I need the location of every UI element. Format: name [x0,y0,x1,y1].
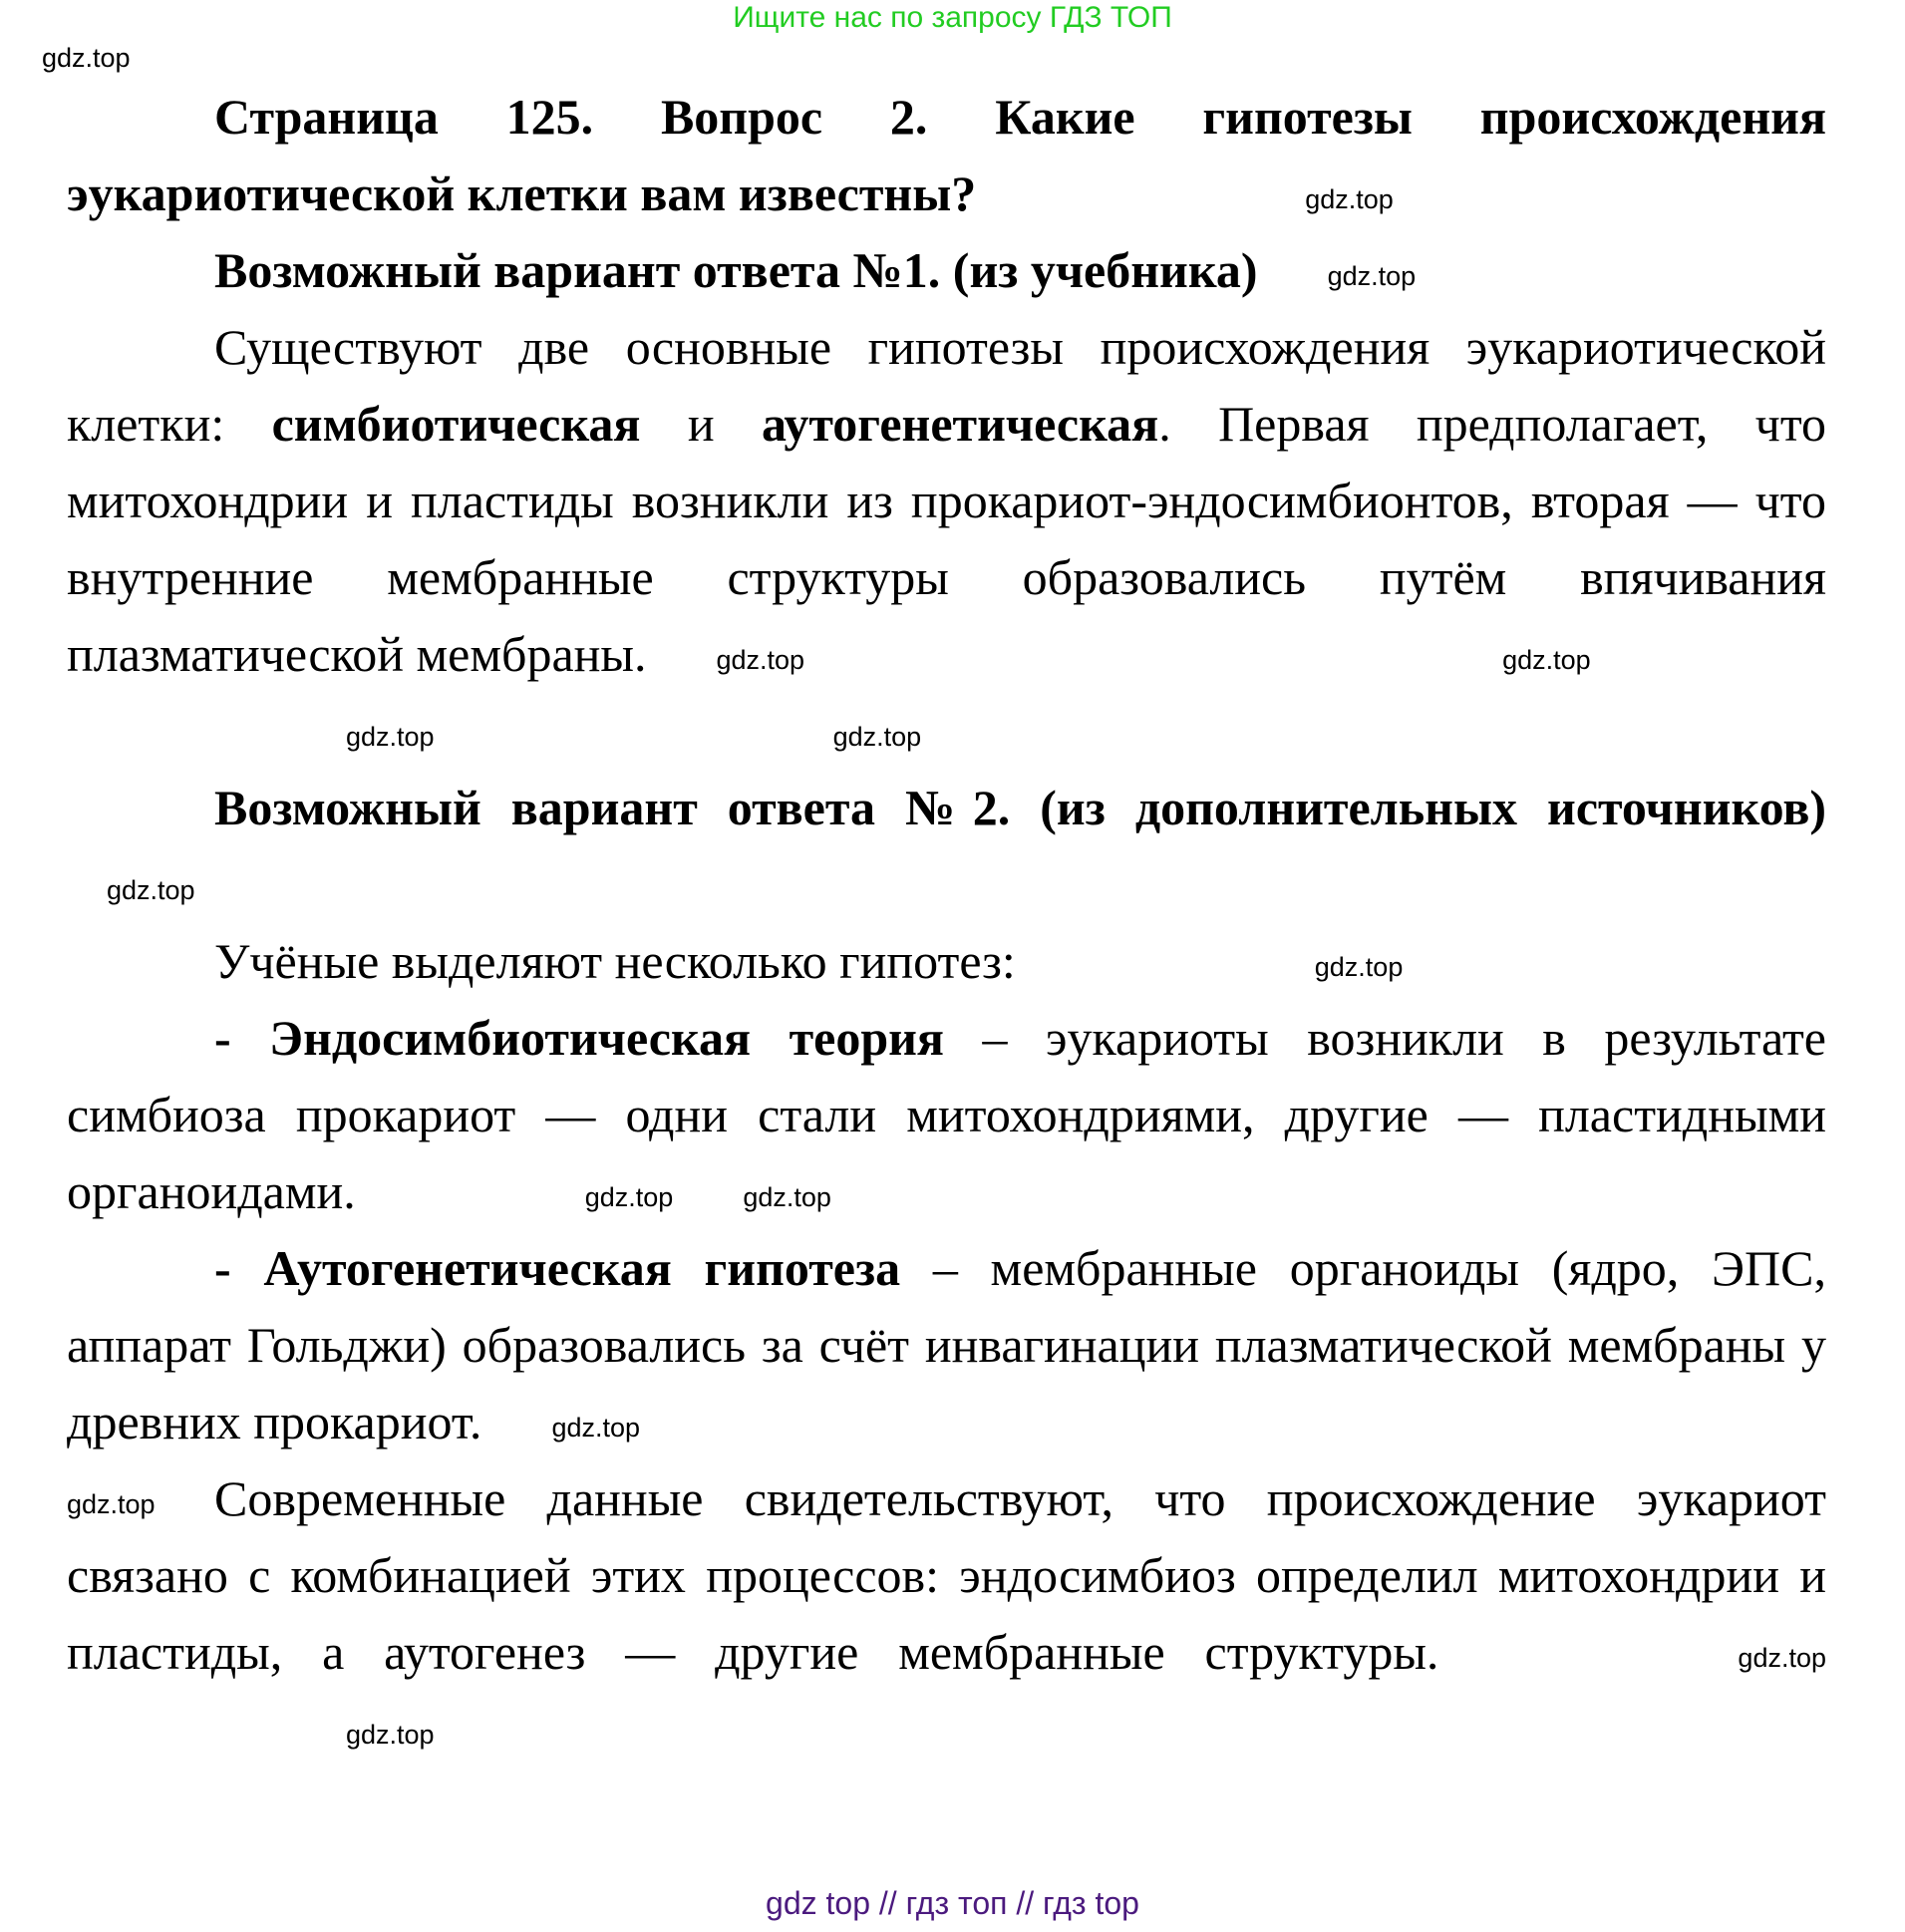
watermark: gdz.top [832,721,922,752]
answer1-paragraph [67,309,1826,693]
watermark: gdz.top [1327,260,1417,291]
footer-links: gdz top // гдз топ // гдз top [766,1885,1139,1921]
watermark: gdz.top [107,874,195,905]
answer1-text: . Первая предполагает, что митохондрии и пластиды возникли из прокариот-эндосимбионтов, вторая — что внутренние мембранные структуры образовались путём впячивания плазматической мембраны. [67,396,1827,682]
answer1-text: Существуют две основные гипотезы происхождения эукариотической клетки: [67,319,1826,452]
question-title-text: Страница 125. Вопрос 2. Какие гипотезы происхождения эукариотической клетки вам известны? [67,89,1826,221]
search-banner: Ищите нас по запросу ГДЗ ТОП [733,1,1172,34]
document-body [67,79,1826,1768]
watermark: gdz.top [42,43,131,73]
watermark: gdz.top [346,721,435,752]
conclusion-text: Современные данные свидетельствуют, что происхождение эукариот связано с комбинацией этих процессов: эндосимбиоз определил митохондрии и пластиды, а аутогенез — другие мембранные структуры. [67,1470,1826,1680]
watermark: gdz.top [1305,183,1394,214]
answer2-heading [67,770,1826,923]
answer2-intro [67,923,1826,1000]
answer1-text: и [640,396,762,452]
question-title [67,79,1826,232]
answer2-intro-text: Учёные выделяют несколько гипотез: [214,933,1016,989]
term-autogenetic: аутогенетическая [761,396,1159,452]
watermark: gdz.top [1502,644,1591,675]
spacer [67,693,1826,770]
answer1-heading-text: Возможный вариант ответа №1. (из учебника) [214,242,1258,298]
watermark: gdz.top [1738,1642,1826,1673]
hypothesis-item [67,1000,1826,1230]
hypothesis-text: – эукариоты возникли в результате симбиоза прокариот — одни стали митохондриями, другие — пластидными органоидами. [67,1010,1826,1219]
conclusion-paragraph [67,1460,1826,1768]
term-symbiotic: симбиотическая [271,396,641,452]
watermark: gdz.top [743,1181,831,1212]
watermark: gdz.top [67,1488,156,1519]
hypothesis-title: - Эндосимбиотическая теория [214,1010,944,1066]
watermark: gdz.top [551,1412,641,1443]
watermark: gdz.top [346,1719,435,1750]
hypothesis-text: – мембранные органоиды (ядро, ЭПС, аппарат Гольджи) образовались за счёт инвагинации плазматической мембраны у древних прокариот. [67,1240,1826,1449]
answer1-heading [67,232,1826,309]
watermark: gdz.top [584,1181,674,1212]
hypothesis-title: - Аутогенетическая гипотеза [214,1240,901,1296]
watermark: gdz.top [1314,951,1404,982]
answer2-heading-text: Возможный вариант ответа №2. (из дополнительных источников) [214,780,1826,835]
hypothesis-item [67,1230,1826,1460]
watermark: gdz.top [716,644,805,675]
